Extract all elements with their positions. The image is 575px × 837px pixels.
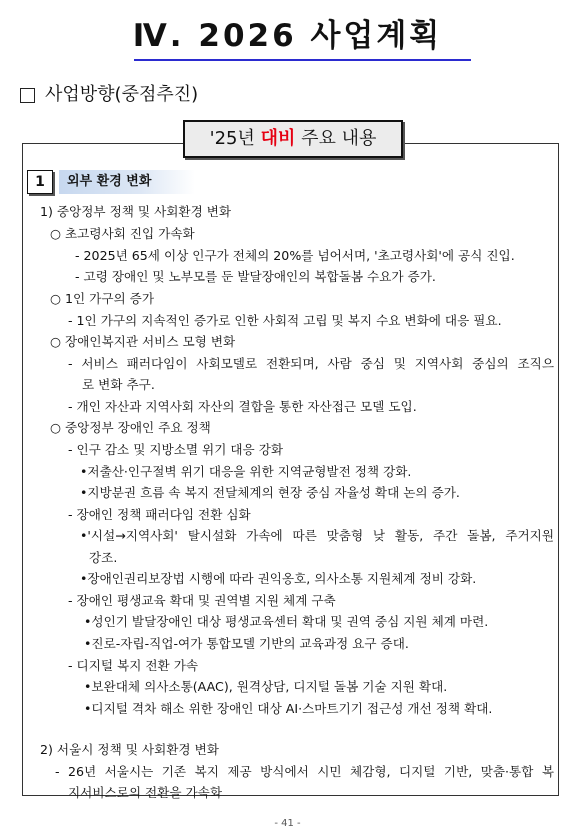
bullet-line: •디지털 격차 해소 위한 장애인 대상 AI·스마트기기 접근성 개선 정책 확대.	[84, 701, 493, 716]
page-number: - 41 -	[274, 818, 301, 829]
page-title: Ⅳ. 2026 사업계획	[132, 18, 443, 54]
detail-line: - 서비스 패러다임이 사회모델로 전환되며, 사람 중심 및 지역사회 중심의 조직으	[68, 356, 554, 371]
bullet-line: •'시설→지역사회' 탈시설화 가속에 따른 맞춤형 낮 활동, 주간 돌봄, 주거지원	[80, 528, 554, 543]
topic-heading: ○ 초고령사회 진입 가속화	[50, 226, 195, 241]
bullet-line: •지방분권 흐름 속 복지 전달체계의 현장 중심 자율성 확대 논의 증가.	[80, 485, 460, 500]
bullet-line: •저출산·인구절벽 위기 대응을 위한 지역균형발전 정책 강화.	[80, 464, 412, 479]
bullet-line-continued: 강조.	[89, 550, 118, 565]
detail-line: - 1인 가구의 지속적인 증가로 인한 사회적 고립 및 복지 수요 변화에 대응 필요.	[68, 313, 502, 328]
comparison-prefix: '25년	[209, 128, 261, 149]
subsection-heading: 1) 중앙정부 정책 및 사회환경 변화	[40, 204, 232, 219]
item-number-badge: 1	[27, 170, 53, 194]
detail-line: - 26년 서울시는 기존 복지 제공 방식에서 시민 체감형, 디지털 기반, 맞춤·통합 복	[55, 764, 554, 779]
topic-heading: ○ 장애인복지관 서비스 모형 변화	[50, 334, 236, 349]
bullet-line: •성인기 발달장애인 대상 평생교육센터 확대 및 권역 중심 지원 체계 마련.	[84, 614, 489, 629]
detail-line: - 고령 장애인 및 노부모를 둔 발달장애인의 복합돌봄 수요가 증가.	[75, 269, 436, 284]
detail-line-continued: 로 변화 추구.	[82, 377, 155, 392]
bullet-line: •진로-자립-직업-여가 통합모델 기반의 교육과정 요구 증대.	[84, 636, 409, 651]
section-heading-text: 사업방향(중점추진)	[45, 84, 199, 105]
detail-line: - 개인 자산과 지역사회 자산의 결합을 통한 자산접근 모델 도입.	[68, 399, 417, 414]
checkbox-icon	[20, 88, 35, 103]
policy-heading: - 장애인 평생교육 확대 및 권역별 지원 체계 구축	[68, 593, 336, 608]
bullet-line: •보완대체 의사소통(AAC), 원격상담, 디지털 돌봄 기술 지원 확대.	[84, 679, 448, 694]
policy-heading: - 디지털 복지 전환 가속	[68, 658, 199, 673]
comparison-highlight: 대비	[260, 128, 296, 149]
detail-line-continued: 지서비스로의 전환을 가속화	[68, 785, 222, 800]
policy-heading: - 장애인 정책 패러다임 전환 심화	[68, 507, 251, 522]
comparison-suffix: 주요 내용	[295, 128, 377, 149]
policy-heading: - 인구 감소 및 지방소멸 위기 대응 강화	[68, 442, 284, 457]
comparison-label	[183, 120, 403, 158]
subsection-heading: 2) 서울시 정책 및 사회환경 변화	[40, 742, 219, 757]
topic-heading: ○ 1인 가구의 증가	[50, 291, 155, 306]
item-title: 외부 환경 변화	[59, 170, 195, 194]
section-heading	[20, 82, 198, 108]
bullet-line: •장애인권리보장법 시행에 따라 권익옹호, 의사소통 지원체계 정비 강화.	[80, 571, 477, 586]
title-underline	[134, 59, 471, 61]
topic-heading: ○ 중앙정부 장애인 주요 정책	[50, 420, 211, 435]
detail-line: - 2025년 65세 이상 인구가 전체의 20%를 넘어서며, '초고령사회'에 공식 진입.	[75, 248, 515, 263]
item-header	[27, 170, 195, 194]
